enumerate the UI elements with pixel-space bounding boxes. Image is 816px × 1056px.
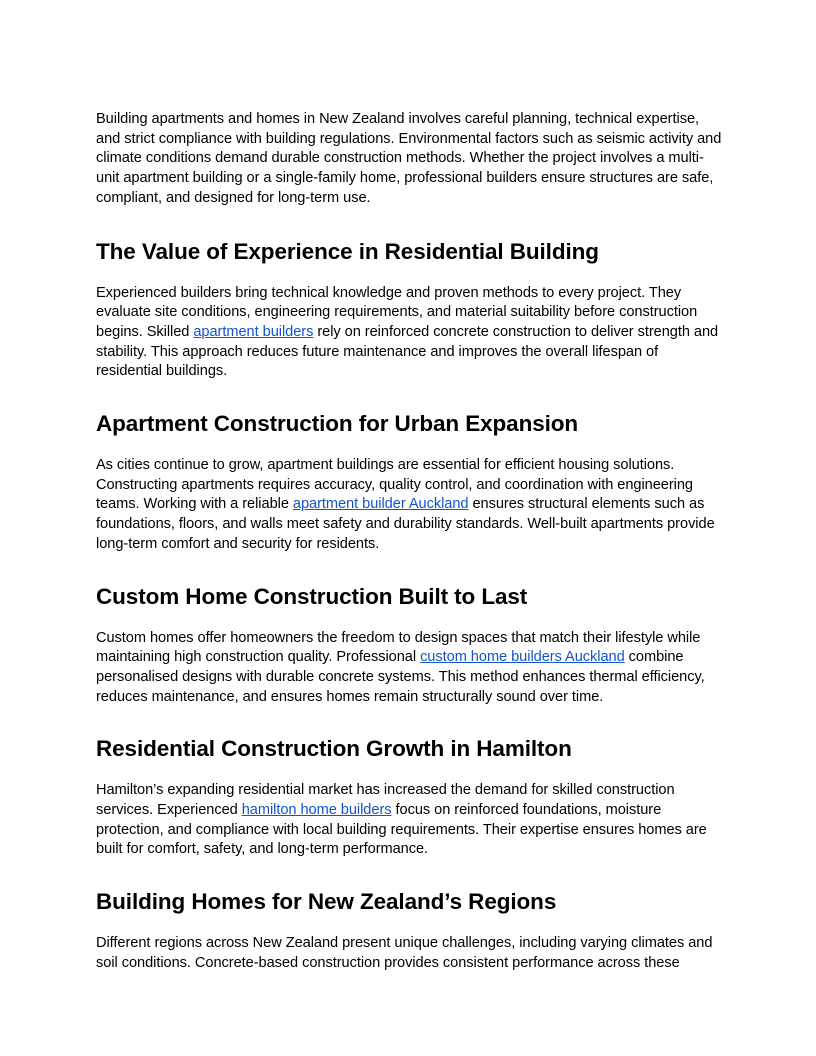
section-paragraph-regions: Different regions across New Zealand present unique challenges, including varying climates and soil conditions. Concrete-based construction provides consistent performance across these: [96, 935, 713, 971]
paragraph-text: Hamilton’s expanding residential market has increased the demand for skilled construction services. Experienced: [96, 782, 675, 819]
section-paragraph-hamilton: [96, 781, 726, 860]
section-heading-custom-home: Custom Home Construction Built to Last: [96, 583, 528, 609]
section-heading-experience: The Value of Experience in Residential Building: [96, 238, 599, 264]
paragraph-text: Experienced builders bring technical knowledge and proven methods to every project. They evaluate site conditions, engineering requirements, and material suitability before construction begins. Skilled: [96, 284, 698, 340]
section-heading-apartment-construction: Apartment Construction for Urban Expansion: [96, 411, 579, 437]
document-page: [96, 110, 726, 974]
paragraph-text: Custom homes offer homeowners the freedom to design spaces that match their lifestyle while maintaining high construction quality. Professional: [96, 629, 701, 666]
section-heading-hamilton: Residential Construction Growth in Hamilton: [96, 736, 572, 762]
paragraph-text: ensures structural elements such as foundations, floors, and walls meet safety and durability standards. Well-built apartments provide long-term comfort and security for residents.: [96, 496, 715, 552]
section-paragraph-experience: [96, 284, 726, 383]
section-paragraph-apartment-construction: [96, 456, 726, 555]
apartment-builder-auckland-link[interactable]: apartment builder Auckland: [292, 496, 469, 513]
intro-paragraph: Building apartments and homes in New Zealand involves careful planning, technical expertise, and strict compliance with building regulations. Environmental factors such as seismic activity and climate conditions demand durable construction methods. Whether the project involves a multi-unit apartment building or a single-family home, professional builders ensure structures are safe, compliant, and designed for long-term use.: [96, 111, 722, 206]
section-heading-regions: Building Homes for New Zealand’s Regions: [96, 889, 557, 915]
paragraph-text: focus on reinforced foundations, moisture protection, and compliance with local building requirements. Their expertise ensures homes are built for comfort, safety, and long-term performance.: [96, 802, 707, 858]
custom-home-builders-auckland-link[interactable]: custom home builders Auckland: [420, 649, 625, 666]
hamilton-home-builders-link[interactable]: hamilton home builders: [241, 802, 392, 819]
section-paragraph-custom-home: [96, 629, 726, 708]
paragraph-text: rely on reinforced concrete construction to deliver strength and stability. This approach reduces future maintenance and improves the overall lifespan of residential buildings.: [96, 323, 719, 380]
apartment-builders-link[interactable]: apartment builders: [193, 323, 314, 340]
paragraph-text: As cities continue to grow, apartment buildings are essential for efficient housing solutions. Constructing apartments requires accuracy, quality control, and coordination with engineering teams. Working with a reliable: [96, 457, 693, 513]
paragraph-text: combine personalised designs with durable concrete systems. This method enhances thermal efficiency, reduces maintenance, and ensures homes remain structurally sound over time.: [96, 649, 705, 705]
